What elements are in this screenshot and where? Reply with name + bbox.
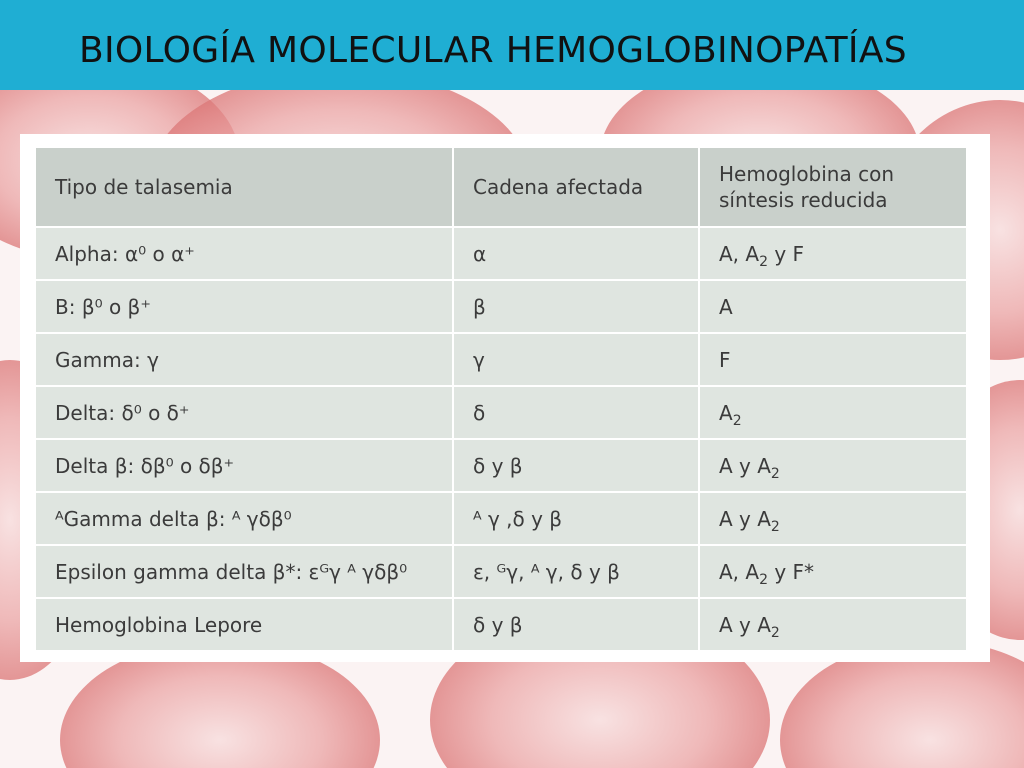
hemoglobina-text: A, A	[719, 241, 760, 266]
hemoglobina-suffix: y F	[768, 241, 805, 266]
header-hemoglobina-text: Hemoglobina con síntesis reducida	[719, 162, 894, 212]
cell-tipo: Delta β: δβ⁰ o δβ⁺	[35, 439, 453, 492]
cell-hemoglobina	[699, 386, 967, 439]
cell-tipo: Gamma: γ	[35, 333, 453, 386]
hemoglobina-text: F	[719, 347, 731, 372]
cell-tipo: Delta: δ⁰ o δ⁺	[35, 386, 453, 439]
hemoglobina-text: A y A	[719, 453, 771, 478]
cell-hemoglobina	[699, 333, 967, 386]
hemoglobina-text: A	[719, 294, 733, 319]
hemoglobina-subscript: 2	[770, 518, 780, 535]
hemoglobina-subscript: 2	[732, 412, 742, 429]
cell-tipo: B: β⁰ o β⁺	[35, 280, 453, 333]
table-row	[35, 492, 967, 545]
header-cadena: Cadena afectada	[453, 147, 699, 227]
hemoglobina-subscript: 2	[770, 624, 780, 641]
hemoglobina-text: A y A	[719, 612, 771, 637]
cell-hemoglobina	[699, 280, 967, 333]
cell-cadena: α	[453, 227, 699, 280]
cell-cadena: ε, ᴳγ, ᴬ γ, δ y β	[453, 545, 699, 598]
cell-tipo: ᴬGamma delta β: ᴬ γδβ⁰	[35, 492, 453, 545]
hemoglobina-subscript: 2	[759, 253, 768, 270]
cell-tipo: Hemoglobina Lepore	[35, 598, 453, 651]
header-hemoglobina	[699, 147, 967, 227]
thalassemia-table	[34, 146, 968, 652]
cell-cadena: β	[453, 280, 699, 333]
table-body	[35, 227, 967, 651]
header-tipo: Tipo de talasemia	[35, 147, 453, 227]
table-row	[35, 598, 967, 651]
table-row	[35, 386, 967, 439]
hemoglobina-subscript: 2	[759, 571, 768, 588]
cell-hemoglobina	[699, 227, 967, 280]
cell-cadena: δ y β	[453, 439, 699, 492]
cell-tipo: Epsilon gamma delta β*: εᴳγ ᴬ γδβ⁰	[35, 545, 453, 598]
title-bar	[0, 0, 1024, 90]
hemoglobina-suffix: y F*	[768, 559, 815, 584]
cell-cadena: δ y β	[453, 598, 699, 651]
cell-hemoglobina	[699, 439, 967, 492]
table-row	[35, 545, 967, 598]
hemoglobina-subscript: 2	[770, 465, 780, 482]
hemoglobina-text: A, A	[719, 559, 760, 584]
cell-cadena: δ	[453, 386, 699, 439]
cell-hemoglobina	[699, 545, 967, 598]
cell-hemoglobina	[699, 598, 967, 651]
table-row	[35, 227, 967, 280]
hemoglobina-text: A	[719, 400, 733, 425]
table-header-row	[35, 147, 967, 227]
slide-title: BIOLOGÍA MOLECULAR HEMOGLOBINOPATÍAS	[79, 30, 907, 71]
cell-tipo: Alpha: α⁰ o α⁺	[35, 227, 453, 280]
cell-hemoglobina	[699, 492, 967, 545]
table-row	[35, 280, 967, 333]
hemoglobina-text: A y A	[719, 506, 771, 531]
table-row	[35, 439, 967, 492]
table-row	[35, 333, 967, 386]
cell-cadena: γ	[453, 333, 699, 386]
cell-cadena: ᴬ γ ,δ y β	[453, 492, 699, 545]
